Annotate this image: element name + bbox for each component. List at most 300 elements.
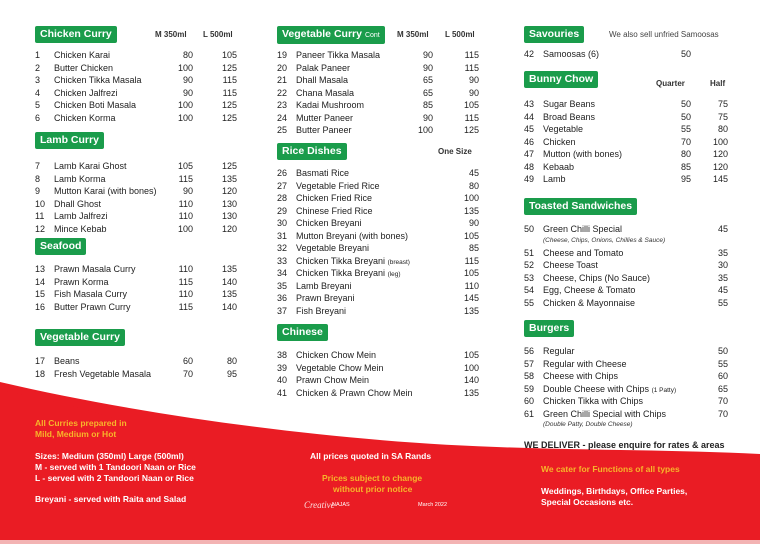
item-name: Samoosas (6)	[543, 49, 600, 59]
item-name: Lamb	[543, 174, 566, 184]
price: 35	[717, 272, 728, 283]
menu-item-row	[35, 263, 270, 276]
menu-item-row	[524, 48, 754, 61]
item-number: 6	[35, 112, 41, 123]
designer-signature: Creative	[304, 500, 335, 510]
item-name: Regular with Cheese	[543, 358, 627, 369]
price-large: 105	[221, 50, 237, 60]
price-medium: 100	[177, 223, 193, 234]
item-number: 41	[277, 387, 288, 398]
item-name: Beans	[54, 356, 80, 366]
item-number: 23	[277, 100, 288, 110]
item-name: Chicken Tikka Breyani (breast)	[296, 255, 410, 266]
prices-rands-note: All prices quoted in SA Rands	[310, 451, 432, 461]
events-line-1: Weddings, Birthdays, Office Parties,	[541, 486, 688, 496]
item-number: 25	[277, 125, 288, 135]
section-title: Lamb Curry	[35, 132, 104, 149]
menu-item-row	[277, 280, 487, 293]
item-name: Chicken Korma	[54, 112, 116, 123]
item-number: 42	[524, 49, 535, 59]
menu-item-row	[35, 288, 270, 301]
item-name: Prawn Chow Mein	[296, 375, 370, 385]
item-name: Kebaab	[543, 161, 575, 172]
price-large: 125	[221, 62, 237, 73]
item-number: 46	[524, 136, 535, 147]
price: 110	[464, 280, 479, 291]
price-large: 105	[463, 100, 479, 110]
menu-item-row	[35, 112, 270, 125]
menu-item-row	[277, 87, 487, 100]
menu-item-row	[277, 180, 487, 193]
item-number: 38	[277, 350, 288, 360]
item-number: 26	[277, 168, 288, 178]
price: 115	[464, 255, 479, 266]
price-quarter: 85	[680, 161, 691, 172]
item-name: Dhall Masala	[296, 75, 349, 85]
menu-item-row	[277, 292, 487, 305]
item-number: 18	[35, 368, 46, 379]
item-name: Basmati Rice	[296, 168, 350, 178]
menu-item-row	[524, 383, 754, 396]
price-medium: 90	[422, 112, 433, 123]
item-name: Cheese Toast	[543, 260, 598, 270]
item-number: 13	[35, 264, 46, 274]
price-large: 95	[226, 368, 237, 379]
designer-name: NAJAS	[332, 502, 350, 508]
item-description: (Double Patty, Double Cheese)	[543, 421, 633, 428]
item-note: (leg)	[387, 271, 401, 278]
menu-item-row	[35, 87, 270, 100]
item-note: (1 Patty)	[651, 386, 677, 394]
item-name: Chicken Jalfrezi	[54, 87, 118, 98]
price-half: 100	[712, 136, 728, 147]
section-rice-dishes	[277, 143, 487, 317]
item-number: 7	[35, 161, 41, 171]
item-number: 2	[35, 62, 41, 73]
menu-item-row	[524, 136, 754, 149]
price-half: 120	[712, 161, 728, 172]
item-name: Chicken Tikka Masala	[54, 75, 142, 85]
menu-item-row	[524, 173, 754, 186]
price-medium: 90	[182, 75, 193, 85]
menu-item-row	[524, 247, 754, 260]
price-large: 140	[221, 301, 237, 312]
menu-item-row	[524, 111, 754, 124]
menu-item-row	[277, 99, 487, 112]
price: 105	[463, 230, 479, 241]
menu-item-row	[277, 74, 487, 87]
item-number: 10	[35, 198, 46, 209]
item-name: Butter Prawn Curry	[54, 301, 131, 312]
item-number: 1	[35, 50, 41, 60]
price-quarter: 95	[680, 174, 691, 184]
menu-item-row	[277, 242, 487, 255]
item-name: Fish Breyani	[296, 305, 347, 316]
menu-item-row	[524, 408, 754, 421]
events-line-2: Special Occasions etc.	[541, 497, 634, 507]
item-number: 39	[277, 362, 288, 373]
item-name: Cheese and Tomato	[543, 247, 624, 258]
price-large: 115	[222, 75, 237, 85]
price-half: 75	[717, 99, 728, 109]
prices-change-line-1: Prices subject to change	[322, 473, 423, 483]
item-number: 20	[277, 62, 288, 73]
menu-item-row	[524, 272, 754, 285]
price: 30	[717, 260, 728, 270]
price: 135	[463, 205, 479, 216]
menu-item-row	[524, 123, 754, 136]
section-vegetable-curry	[35, 329, 270, 380]
price: 90	[468, 218, 479, 228]
menu-item-row	[277, 387, 487, 400]
item-number: 48	[524, 161, 535, 172]
price: 65	[717, 383, 728, 394]
item-number: 58	[524, 371, 535, 381]
section-title: Chicken Curry	[35, 26, 117, 43]
price-half: 80	[717, 124, 728, 134]
item-number: 37	[277, 305, 288, 316]
item-number: 5	[35, 100, 41, 110]
col-header-large: L 500ml	[445, 30, 475, 39]
col-header-quarter: Quarter	[656, 79, 685, 88]
item-number: 60	[524, 396, 535, 406]
item-number: 22	[277, 87, 288, 98]
price-quarter: 55	[680, 124, 691, 134]
price-quarter: 50	[680, 111, 691, 122]
section-title: Toasted Sandwiches	[524, 198, 637, 215]
price-large: 130	[221, 198, 237, 209]
price: 35	[717, 247, 728, 258]
curries-line-1: All Curries prepared in	[35, 418, 127, 428]
item-name: Lamb Karai Ghost	[54, 161, 127, 171]
price-medium: 115	[178, 301, 193, 312]
item-note: (breast)	[387, 258, 410, 266]
price-large: 90	[468, 75, 479, 85]
item-name: Chicken & Prawn Chow Mein	[296, 387, 413, 398]
item-name: Lamb Jalfrezi	[54, 211, 108, 221]
item-number: 59	[524, 383, 535, 394]
price: 135	[463, 387, 479, 398]
section-title: Rice Dishes	[277, 143, 347, 160]
item-name: Mutton (with bones)	[543, 149, 623, 159]
sizes-line-1: Sizes: Medium (350ml) Large (500ml)	[35, 451, 184, 461]
menu-item-row	[35, 223, 270, 236]
menu-item-row	[35, 62, 270, 75]
item-number: 8	[35, 173, 41, 184]
item-number: 43	[524, 99, 535, 109]
price: 70	[717, 396, 728, 406]
item-name: Fish Masala Curry	[54, 289, 128, 299]
menu-item-row	[277, 167, 487, 180]
item-number: 56	[524, 346, 535, 356]
delivery-notice: WE DELIVER - please enquire for rates & areas	[524, 440, 725, 450]
menu-item-row	[524, 223, 754, 236]
item-name: Mutton Breyani (with bones)	[296, 230, 409, 241]
section-title: Bunny Chow	[524, 71, 598, 88]
item-name: Butter Paneer	[296, 125, 352, 135]
item-name: Vegetable	[543, 124, 584, 134]
price-medium: 100	[177, 62, 193, 73]
price: 60	[717, 371, 728, 381]
item-number: 32	[277, 243, 288, 253]
item-number: 16	[35, 301, 46, 312]
item-number: 27	[277, 180, 288, 191]
item-number: 15	[35, 289, 46, 299]
catering-note: We cater for Functions of all types	[541, 464, 680, 474]
item-number: 45	[524, 124, 535, 134]
price-half: 75	[717, 111, 728, 122]
item-name: Chicken Breyani	[296, 218, 362, 228]
section-chicken-curry	[35, 26, 270, 124]
price-quarter: 70	[680, 136, 691, 147]
section-seafood	[35, 238, 270, 313]
price-medium: 100	[177, 100, 193, 110]
menu-item-row	[35, 185, 270, 198]
section-burgers	[524, 320, 754, 431]
item-name: Lamb Breyani	[296, 280, 352, 291]
item-number: 34	[277, 268, 288, 278]
menu-item-row	[524, 358, 754, 371]
item-name: Chicken Boti Masala	[54, 100, 137, 110]
menu-item-row	[277, 267, 487, 280]
menu-item-row	[277, 230, 487, 243]
menu-item-row	[277, 192, 487, 205]
section-savouries	[524, 26, 754, 61]
section-title: Savouries	[524, 26, 584, 43]
savouries-note: We also sell unfried Samoosas	[609, 30, 719, 39]
price-medium: 110	[178, 211, 193, 221]
item-name: Lamb Korma	[54, 173, 106, 184]
item-name: Chicken	[543, 136, 576, 147]
menu-item-row	[35, 355, 270, 368]
menu-item-row	[35, 368, 270, 381]
item-name: Butter Chicken	[54, 62, 114, 73]
section-title: Vegetable Curry	[35, 329, 125, 346]
menu-item-row	[277, 205, 487, 218]
price-medium: 90	[422, 62, 433, 73]
price-medium: 105	[177, 161, 193, 171]
price: 100	[463, 193, 479, 203]
section-toasted-sandwiches	[524, 198, 754, 309]
price-medium: 80	[182, 50, 193, 60]
price: 105	[463, 350, 479, 360]
item-name: Vegetable Chow Mein	[296, 362, 384, 373]
price-medium: 70	[182, 368, 193, 379]
price-medium: 110	[178, 198, 193, 209]
price-large: 125	[463, 125, 479, 135]
item-name: Egg, Cheese & Tomato	[543, 285, 636, 295]
item-name: Chicken Karai	[54, 50, 111, 60]
item-name: Chicken Chow Mein	[296, 350, 377, 360]
item-name: Cheese, Chips (No Sauce)	[543, 272, 651, 283]
item-number: 50	[524, 224, 535, 234]
price-large: 120	[221, 186, 237, 196]
price-large: 115	[222, 87, 237, 98]
item-name: Mutton Karai (with bones)	[54, 186, 157, 196]
price-large: 80	[226, 356, 237, 366]
price-medium: 100	[177, 112, 193, 123]
price-medium: 115	[178, 173, 193, 184]
item-number: 40	[277, 375, 288, 385]
menu-item-row	[277, 349, 487, 362]
section-title: Seafood	[35, 238, 86, 255]
item-number: 57	[524, 358, 535, 369]
item-number: 9	[35, 186, 41, 196]
item-number: 53	[524, 272, 535, 283]
item-number: 49	[524, 174, 535, 184]
col-header-one-size: One Size	[438, 147, 472, 156]
section-title: Chinese	[277, 324, 328, 341]
menu-item-row	[277, 112, 487, 125]
price-medium: 110	[178, 289, 193, 299]
price-large: 140	[221, 276, 237, 287]
section-bunny-chow	[524, 71, 754, 186]
price: 140	[463, 375, 479, 385]
item-number: 61	[524, 408, 535, 419]
menu-item-row	[524, 259, 754, 272]
item-name: Chana Masala	[296, 87, 355, 98]
price-medium: 90	[182, 87, 193, 98]
menu-item-row	[524, 345, 754, 358]
item-name: Chicken Tikka Breyani (leg)	[296, 268, 401, 278]
section-title: Vegetable Curry Cont	[277, 26, 385, 44]
col-header-medium: M 350ml	[397, 30, 429, 39]
item-number: 14	[35, 276, 46, 287]
menu-item-row	[35, 74, 270, 87]
price-large: 130	[221, 211, 237, 221]
menu-item-row	[277, 217, 487, 230]
menu-item-row	[35, 301, 270, 314]
item-name: Double Cheese with Chips (1 Patty)	[543, 383, 677, 394]
section-lamb-curry	[35, 132, 270, 235]
price-medium: 65	[422, 75, 433, 85]
price-medium: 115	[178, 276, 193, 287]
item-name: Regular	[543, 346, 575, 356]
menu-item-row	[35, 210, 270, 223]
col-header-half: Half	[710, 79, 726, 88]
price-large: 135	[221, 173, 237, 184]
item-name: Sugar Beans	[543, 99, 596, 109]
section-vegetable-curry-cont	[277, 26, 487, 137]
item-name: Chicken Tikka with Chips	[543, 396, 644, 406]
item-name: Chicken & Mayonnaise	[543, 297, 636, 308]
item-name: Green Chilli Special	[543, 224, 623, 234]
item-name: Paneer Tikka Masala	[296, 50, 381, 60]
item-number: 52	[524, 260, 535, 270]
price-medium: 100	[417, 125, 433, 135]
price: 50	[717, 346, 728, 356]
menu-item-row	[524, 98, 754, 111]
item-number: 47	[524, 149, 535, 159]
item-name: Vegetable Breyani	[296, 243, 370, 253]
price-medium: 110	[178, 264, 193, 274]
price: 45	[717, 224, 728, 234]
menu-item-row	[35, 99, 270, 112]
menu-item-row	[524, 370, 754, 383]
menu-item-row	[524, 148, 754, 161]
price-medium: 60	[182, 356, 193, 366]
price-large: 115	[464, 62, 479, 73]
menu-item-row	[277, 374, 487, 387]
price: 55	[717, 297, 728, 308]
menu-item-row	[35, 276, 270, 289]
item-name: Kadai Mushroom	[296, 100, 365, 110]
curries-line-2: Mild, Medium or Hot	[35, 429, 117, 439]
breyani-note: Breyani - served with Raita and Salad	[35, 494, 187, 504]
price-large: 115	[464, 112, 479, 123]
menu-item-row	[277, 362, 487, 375]
menu-item-row	[524, 395, 754, 408]
price-medium: 65	[422, 87, 433, 98]
price-large: 135	[221, 264, 237, 274]
menu-item-row	[35, 173, 270, 186]
price-quarter: 50	[680, 99, 691, 109]
sizes-line-2: M - served with 1 Tandoori Naan or Rice	[35, 462, 196, 472]
col-header-large: L 500ml	[203, 30, 233, 39]
item-number: 33	[277, 255, 288, 266]
item-number: 21	[277, 75, 288, 85]
price-quarter: 80	[680, 149, 691, 159]
item-number: 11	[35, 211, 45, 221]
item-name: Cheese with Chips	[543, 371, 619, 381]
item-number: 24	[277, 112, 288, 123]
item-number: 4	[35, 87, 41, 98]
item-number: 3	[35, 75, 41, 85]
menu-item-row	[277, 124, 487, 137]
item-name: Mutter Paneer	[296, 112, 354, 123]
menu-date: March 2022	[418, 502, 448, 508]
item-name: Fresh Vegetable Masala	[54, 368, 152, 379]
menu-item-row	[277, 255, 487, 268]
menu-item-row	[524, 161, 754, 174]
menu-item-row	[35, 198, 270, 211]
item-name: Prawn Korma	[54, 276, 109, 287]
price-large: 90	[468, 87, 479, 98]
price: 55	[717, 358, 728, 369]
price-large: 125	[221, 100, 237, 110]
item-name: Prawn Breyani	[296, 293, 355, 303]
item-description: (Cheese, Chips, Onions, Chillies & Sauce)	[543, 236, 666, 244]
prices-change-line-2: without prior notice	[333, 484, 413, 494]
item-number: 30	[277, 218, 288, 228]
price: 85	[468, 243, 479, 253]
price-large: 115	[464, 50, 479, 60]
item-number: 44	[524, 111, 535, 122]
item-name: Broad Beans	[543, 111, 596, 122]
item-number: 12	[35, 223, 46, 234]
price-medium: 90	[422, 50, 433, 60]
item-name: Prawn Masala Curry	[54, 264, 136, 274]
item-number: 31	[277, 230, 288, 241]
item-number: 17	[35, 356, 46, 366]
menu-item-row	[35, 160, 270, 173]
price: 105	[463, 268, 479, 278]
price-medium: 90	[182, 186, 193, 196]
item-name: Chicken Fried Rice	[296, 193, 373, 203]
price: 100	[463, 362, 479, 373]
section-title: Burgers	[524, 320, 574, 337]
price: 145	[463, 293, 479, 303]
menu-item-row	[277, 49, 487, 62]
price-large: 125	[221, 112, 237, 123]
price-medium: 85	[422, 100, 433, 110]
item-name: Dhall Ghost	[54, 198, 102, 209]
item-name: Chinese Fried Rice	[296, 205, 373, 216]
menu-item-row	[524, 297, 754, 310]
menu-item-row	[277, 305, 487, 318]
item-number: 28	[277, 193, 288, 203]
col-header-medium: M 350ml	[155, 30, 187, 39]
